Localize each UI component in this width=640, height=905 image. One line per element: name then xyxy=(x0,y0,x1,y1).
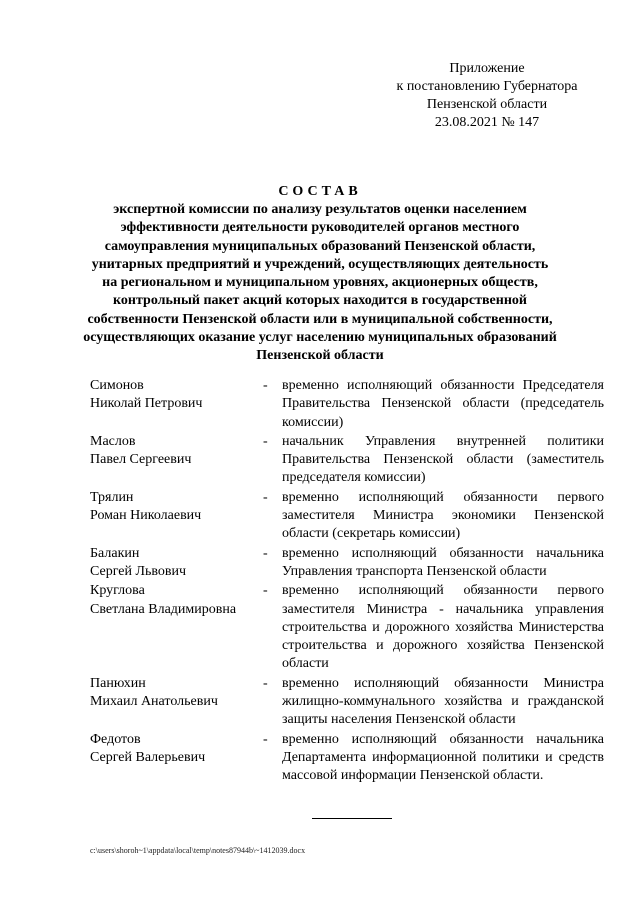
member-entry xyxy=(90,433,610,488)
member-name xyxy=(90,433,260,470)
role-line: временно исполняющий обязанности начальника xyxy=(282,545,604,561)
member-role xyxy=(282,582,604,673)
file-path-footer: c:\users\shoroh~1\appdata\local\temp\notes87944b\~1412039.docx xyxy=(90,846,306,855)
member-surname: Балакин xyxy=(90,545,140,561)
subtitle-line: осуществляющих оказание услуг населению муниципальных образований xyxy=(83,330,557,346)
role-line: временно исполняющий обязанности Председателя xyxy=(282,378,604,393)
member-dash: - xyxy=(263,489,268,505)
member-given-names: Светлана Владимировна xyxy=(90,601,237,617)
subtitle-line: экспертной комиссии по анализу результатов оценки населением xyxy=(113,202,527,217)
member-surname: Трялин xyxy=(90,489,134,505)
member-dash: - xyxy=(263,731,268,747)
role-line: временно исполняющий обязанности начальника xyxy=(282,731,604,747)
member-role xyxy=(282,433,604,488)
role-line: начальник Управления внутренней политики xyxy=(282,433,604,449)
member-role xyxy=(282,489,604,544)
member-surname: Маслов xyxy=(90,433,136,449)
member-name xyxy=(90,675,260,712)
subtitle-line: Пензенской области xyxy=(256,348,384,364)
member-given-names: Роман Николаевич xyxy=(90,508,202,524)
role-line: строительства и дорожного хозяйства Министерства xyxy=(282,619,604,635)
member-dash: - xyxy=(263,378,268,393)
appendix-header xyxy=(360,60,614,132)
member-role xyxy=(282,675,604,730)
member-surname: Круглова xyxy=(90,583,145,599)
appendix-date-number: 23.08.2021 № 147 xyxy=(434,115,540,130)
role-line: Правительства Пензенской области (заместитель xyxy=(282,452,604,468)
subtitle-line: на региональном и муниципальном уровнях, акционерных обществ, xyxy=(102,275,538,291)
member-dash: - xyxy=(263,433,268,449)
appendix-region: Пензенской области xyxy=(426,97,548,112)
subtitle-line: эффективности деятельности руководителей органов местного xyxy=(120,220,520,236)
member-dash: - xyxy=(263,583,268,599)
role-line: строительства и дорожного хозяйства Пензенской xyxy=(282,638,604,654)
role-line: председателя комиссии) xyxy=(282,470,426,486)
members-list xyxy=(90,377,610,787)
member-given-names: Николай Петрович xyxy=(90,396,203,412)
role-line: области (секретарь комиссии) xyxy=(282,526,461,542)
appendix-decree-ref: к постановлению Губернатора xyxy=(396,79,578,94)
member-entry xyxy=(90,545,610,582)
member-name xyxy=(90,545,260,582)
role-line: комиссии) xyxy=(282,414,344,430)
member-name xyxy=(90,731,260,768)
member-name xyxy=(90,489,260,526)
member-surname: Панюхин xyxy=(90,675,146,691)
role-line: заместителя Министра экономики Пензенской xyxy=(282,508,604,524)
role-line: области xyxy=(282,656,329,672)
appendix-label: Приложение xyxy=(449,61,525,76)
role-line: Управления транспорта Пензенской области xyxy=(282,563,547,579)
member-entry xyxy=(90,731,610,786)
closing-separator-line xyxy=(312,818,392,819)
role-line: заместителя Министра - начальника управления xyxy=(282,601,604,617)
member-role xyxy=(282,377,604,432)
member-given-names: Сергей Валерьевич xyxy=(90,749,206,765)
role-line: массовой информации Пензенской области. xyxy=(282,768,544,784)
member-role xyxy=(282,545,604,582)
member-name xyxy=(90,377,260,414)
role-line: жилищно-коммунального хозяйства и гражданской xyxy=(282,694,604,710)
role-line: Департамента информационной политики и средств xyxy=(282,749,604,765)
member-dash: - xyxy=(263,545,268,561)
member-name xyxy=(90,582,260,619)
member-given-names: Сергей Львович xyxy=(90,563,187,579)
document-subtitle xyxy=(80,201,640,366)
member-dash: - xyxy=(263,675,268,691)
role-line: защиты населения Пензенской области xyxy=(282,712,516,728)
member-role xyxy=(282,731,604,786)
role-line: Правительства Пензенской области (председатель xyxy=(282,396,604,412)
role-line: временно исполняющий обязанности первого xyxy=(282,489,604,505)
member-surname: Федотов xyxy=(90,731,141,747)
document-title: СОСТАВ xyxy=(278,184,362,199)
member-surname: Симонов xyxy=(90,378,144,393)
member-given-names: Павел Сергеевич xyxy=(90,452,192,468)
role-line: временно исполняющий обязанности Министра xyxy=(282,675,604,691)
member-entry xyxy=(90,489,610,544)
subtitle-line: собственности Пензенской области или в муниципальной собственности, xyxy=(87,311,553,327)
member-entry xyxy=(90,675,610,730)
role-line: временно исполняющий обязанности первого xyxy=(282,583,604,599)
member-entry xyxy=(90,582,610,673)
subtitle-line: контрольный пакет акций которых находится в государственной xyxy=(113,293,527,309)
subtitle-line: самоуправления муниципальных образований Пензенской области, xyxy=(104,238,536,254)
member-entry xyxy=(90,377,610,432)
subtitle-line: унитарных предприятий и учреждений, осуществляющих деятельность xyxy=(91,256,549,272)
member-given-names: Михаил Анатольевич xyxy=(90,694,218,710)
